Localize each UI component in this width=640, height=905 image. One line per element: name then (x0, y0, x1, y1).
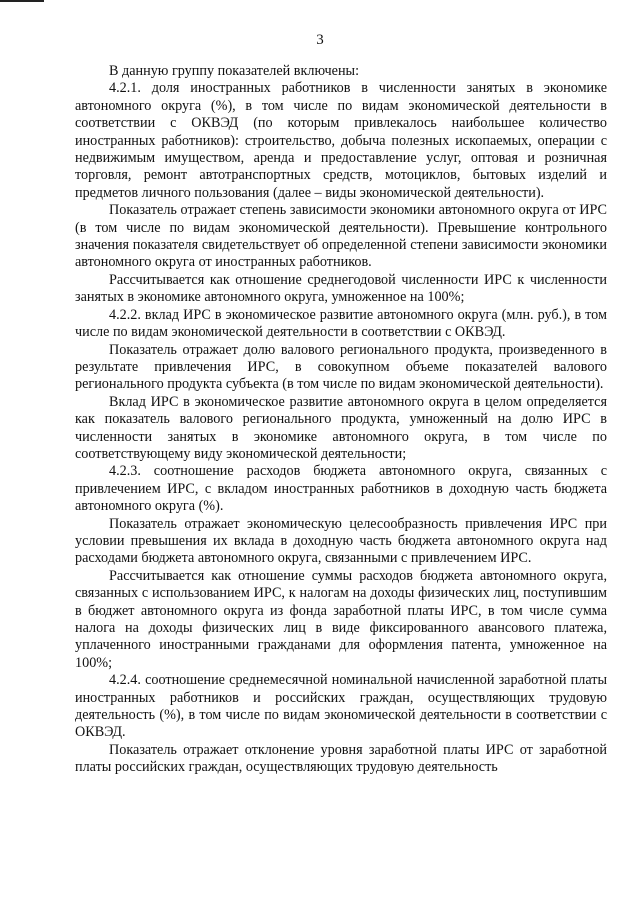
page-number: 3 (316, 32, 324, 48)
scan-corner-mark (0, 0, 44, 2)
paragraph-item-4-2-4: 4.2.4. соотношение среднемесячной номинальной начисленной заработной платы иностранных работников и российских граждан, осуществляющих трудовую деятельность (%), в том числе по видам экономической деятельности в соответствии с ОКВЭД. (75, 672, 607, 741)
paragraph-item-4-2-3: 4.2.3. соотношение расходов бюджета автономного округа, связанных с привлечением ИРС, с вкладом иностранных работников в доходную часть бюджета автономного округа (%). (75, 463, 607, 515)
paragraph-4-2-3-calculation: Рассчитывается как отношение суммы расходов бюджета автономного округа, связанных с использованием ИРС, к налогам на доходы физических лиц, поступившим в бюджет автономного округа из фонда заработной платы ИРС, в том числе сумма налога на доходы физических лиц в виде фиксированного авансового платежа, уплаченного иностранными гражданами для оформления патента, умноженное на 100%; (75, 567, 607, 671)
paragraph-4-2-2-calculation: Вклад ИРС в экономическое развитие автономного округа в целом определяется как показатель валового регионального продукта, умноженный на долю ИРС в численности занятых в экономике автономного округа, в том числе по соответствующему виду экономической деятельности; (75, 393, 607, 462)
paragraph-item-4-2-2: 4.2.2. вклад ИРС в экономическое развитие автономного округа (млн. руб.), в том числе по видам экономической деятельности в соответствии с ОКВЭД. (75, 306, 607, 341)
paragraph-item-4-2-1: 4.2.1. доля иностранных работников в численности занятых в экономике автономного округа (%), в том числе по видам экономической деятельности в соответствии с ОКВЭД (по которым привлекалось наибольшее количество иностранных работников): строительство, добыча полезных ископаемых, операции с недвижимым имуществом, аренда и предоставление услуг, оптовая и розничная торговля, ремонт автотранспортных средств, мотоциклов, бытовых изделий и предметов личного пользования (далее – виды экономической деятельности). (75, 80, 607, 201)
document-body (75, 63, 607, 777)
paragraph-4-2-3-description: Показатель отражает экономическую целесообразность привлечения ИРС при условии превышения их вклада в доходную часть бюджета автономного округа над расходами бюджета автономного округа, связанными с привлечением ИРС. (75, 515, 607, 567)
paragraph-intro: В данную группу показателей включены: (109, 63, 360, 79)
paragraph-4-2-1-description: Показатель отражает степень зависимости экономики автономного округа от ИРС (в том числе по видам экономической деятельности). Превышение контрольного значения показателя свидетельствует об определенной степени зависимости экономики автономного округа от иностранных работников. (75, 202, 607, 271)
paragraph-4-2-1-calculation: Рассчитывается как отношение среднегодовой численности ИРС к численности занятых в экономике автономного округа, умноженное на 100%; (75, 271, 607, 306)
paragraph-4-2-2-description: Показатель отражает долю валового регионального продукта, произведенного в результате привлечения ИРС, в совокупном объеме показателей валового регионального продукта субъекта (в том числе по видам экономической деятельности). (75, 341, 607, 393)
paragraph-4-2-4-description: Показатель отражает отклонение уровня заработной платы ИРС от заработной платы российских граждан, осуществляющих трудовую деятельность (75, 741, 607, 776)
